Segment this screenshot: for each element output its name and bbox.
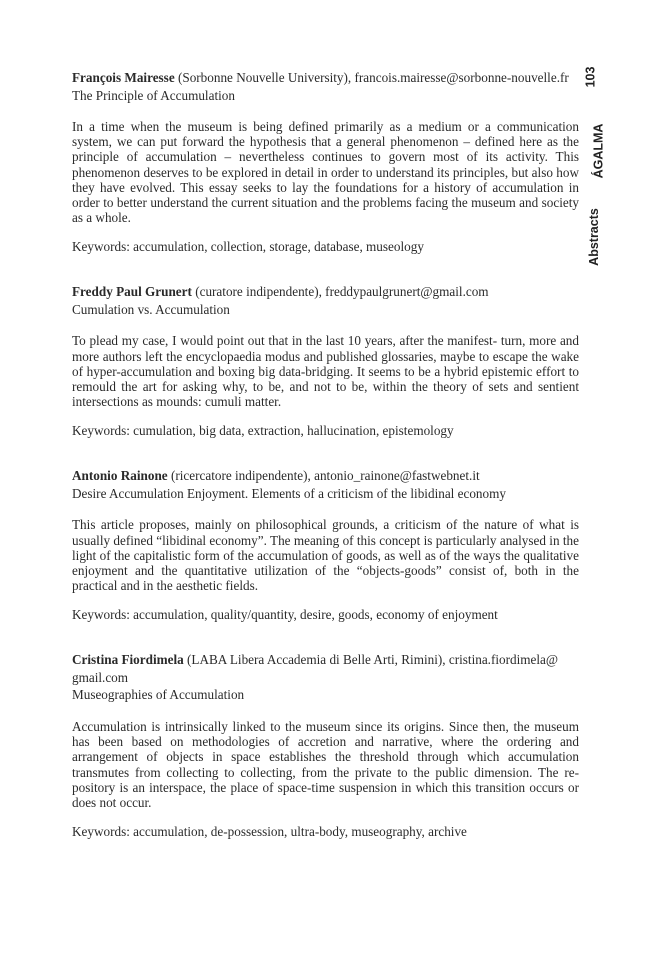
abstract-text: To plead my case, I would point out that in the last 10 years, after the manifest- turn, more and more authors left the encyclopaedia modus and published glossaries, maybe to escape the wake of hyper-accumulation and boxing big data-bridging. It seems to be a hybrid epistemic effort to remould the art for asking why, to be, and not to be, within the theory of sets and sentient intersections as mounds: cumuli matter. bbox=[72, 333, 579, 410]
keywords: Keywords: accumulation, quality/quantity, desire, goods, economy of enjoyment bbox=[72, 607, 498, 623]
abstract-entry bbox=[72, 283, 579, 439]
article-title: The Principle of Accumulation bbox=[72, 87, 235, 103]
author-affiliation: (LABA Libera Accademia di Belle Arti, Rimini), cristina.fiordimela@ gmail.com bbox=[72, 652, 559, 685]
keywords: Keywords: accumulation, de-possession, ultra-body, museography, archive bbox=[72, 824, 467, 840]
abstracts-page bbox=[72, 69, 579, 868]
article-title: Museographies of Accumulation bbox=[72, 687, 245, 703]
entry-header bbox=[72, 467, 579, 502]
author-name: Cristina Fiordimela bbox=[72, 652, 184, 668]
abstract-entry bbox=[72, 467, 579, 623]
entry-header bbox=[72, 69, 579, 104]
keywords: Keywords: cumulation, big data, extraction, hallucination, epistemology bbox=[72, 423, 454, 439]
entry-header bbox=[72, 283, 579, 318]
abstract-text: Accumulation is intrinsically linked to the museum since its origins. Since then, the museum has been based on methodologies of accretion and narrative, where the ordering and arrangement of objects in space establishes the threshold through which accumulation transmutes from collecting to collecting, from the private to the public dimension. The repository is an interspace, the place of space-time suspension in which this transition occurs or does not occur. bbox=[72, 718, 579, 810]
author-affiliation: (curatore indipendente), freddypaulgrunert@gmail.com bbox=[191, 284, 489, 300]
journal-name: ÁGALMA bbox=[591, 123, 606, 179]
author-affiliation: (Sorbonne Nouvelle University), francois.mairesse@sorbonne-nouvelle.fr bbox=[174, 70, 569, 85]
page-number: 103 bbox=[583, 66, 598, 88]
abstract-entry bbox=[72, 69, 579, 255]
running-header bbox=[583, 64, 606, 266]
article-title: Desire Accumulation Enjoyment. Elements of a criticism of the libidinal economy bbox=[72, 485, 506, 501]
author-name: Freddy Paul Grunert bbox=[72, 284, 192, 300]
abstract-text: This article proposes, mainly on philosophical grounds, a criticism of the nature of what is usually defined “libidinal economy”. The meaning of this concept is particularly analysed in the light of the capitalistic form of the accumulation of goods, as well as of the ways the qualitative enjoyment and the quantitative utilization of the “objects-goods” consist of, both in the practical and in the aesthetic fields. bbox=[72, 517, 579, 594]
abstract-entry bbox=[72, 651, 579, 840]
entry-header bbox=[72, 651, 579, 704]
author-affiliation: (ricercatore indipendente), antonio_rainone@fastwebnet.it bbox=[167, 468, 480, 484]
keywords: Keywords: accumulation, collection, storage, database, museology bbox=[72, 239, 424, 255]
article-title: Cumulation vs. Accumulation bbox=[72, 301, 230, 317]
author-name: François Mairesse bbox=[72, 70, 175, 85]
author-name: Antonio Rainone bbox=[72, 468, 168, 484]
abstract-text: In a time when the museum is being defined primarily as a medium or a communication system, we can put forward the hypothesis that a general phenomenon – defined here as the principle of accumulation – nevertheless continues to govern most of its activity. This phenomenon deserves to be explored in detail in order to understand its principles, but also how they have evolved. This essay seeks to lay the foundations for a history of accumulation in order to better understand the current situation and the problems facing the museum and society as a whole. bbox=[72, 119, 579, 226]
section-label: Abstracts bbox=[586, 208, 601, 266]
